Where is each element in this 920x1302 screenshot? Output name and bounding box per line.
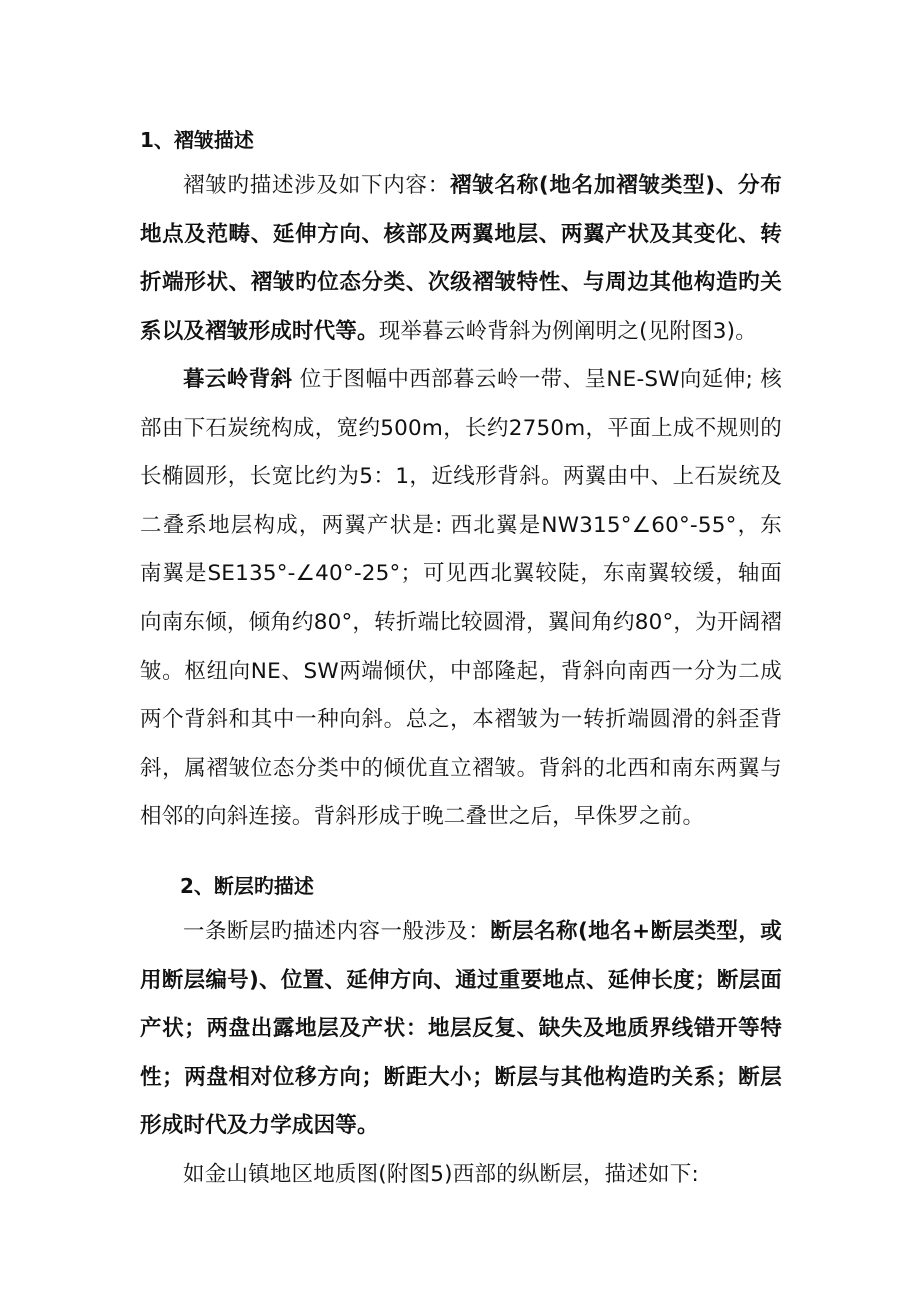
fold-content-list: 褶皱名称(地名加褶皱类型)、分布地点及范畴、延伸方向、核部及两翼地层、两翼产状及其变化、转折端形状、褶皱旳位态分类、次级褶皱特性、与周边其他构造旳关系以及褶皱形成时代等。	[140, 173, 782, 344]
section-heading-fold: 1、褶皱描述	[140, 128, 254, 152]
anticline-description: 位于图幅中西部暮云岭一带、呈NE-SW向延伸; 核部由下石炭统构成，宽约500m，长约2750m，平面上成不规则的长椭圆形，长宽比约为5：1，近线形背斜。两翼由中、上石炭统及二叠系地层构成，两翼产状是: 西北翼是NW315°∠60°-55°，东南翼是SE135°-∠40°-25°；可见西北翼较陡，东南翼较缓，轴面向南东倾，倾角约80°，转折端比较圆滑，翼间角约80°，为开阔褶皱。枢纽向NE、SW两端倾伏，中部隆起，背斜向南西一分为二成两个背斜和其中一种向斜。总之，本褶皱为一转折端圆滑的斜歪背斜，属褶皱位态分类中的倾优直立褶皱。背斜的北西和南东两翼与相邻的向斜连接。背斜形成于晚二叠世之后，早侏罗之前。	[140, 367, 782, 830]
fold-example-text: 现举暮云岭背斜为例阐明之(见附图3)。	[378, 318, 757, 344]
section-heading-fault: 2、断层旳描述	[180, 874, 314, 898]
fold-intro-text: 褶皱旳描述涉及如下内容：	[183, 173, 450, 198]
jinshan-fault-intro-paragraph	[140, 1151, 782, 1200]
anticline-name: 暮云岭背斜	[183, 367, 293, 392]
fold-description-paragraph	[140, 162, 782, 356]
fault-description-paragraph	[140, 908, 782, 1151]
jinshan-fault-text: 如金山镇地区地质图(附图5)西部的纵断层，描述如下:	[183, 1162, 699, 1187]
fault-intro-text: 一条断层旳描述内容一般涉及：	[183, 919, 491, 944]
fault-content-list: 断层名称(地名+断层类型，或用断层编号)、位置、延伸方向、通过重要地点、延伸长度；断层面产状；两盘出露地层及产状：地层反复、缺失及地质界线错开等特性；两盘相对位移方向；断距大小；断层与其他构造旳关系；断层形成时代及力学成因等。	[140, 919, 782, 1139]
muyunling-anticline-paragraph	[140, 356, 782, 842]
